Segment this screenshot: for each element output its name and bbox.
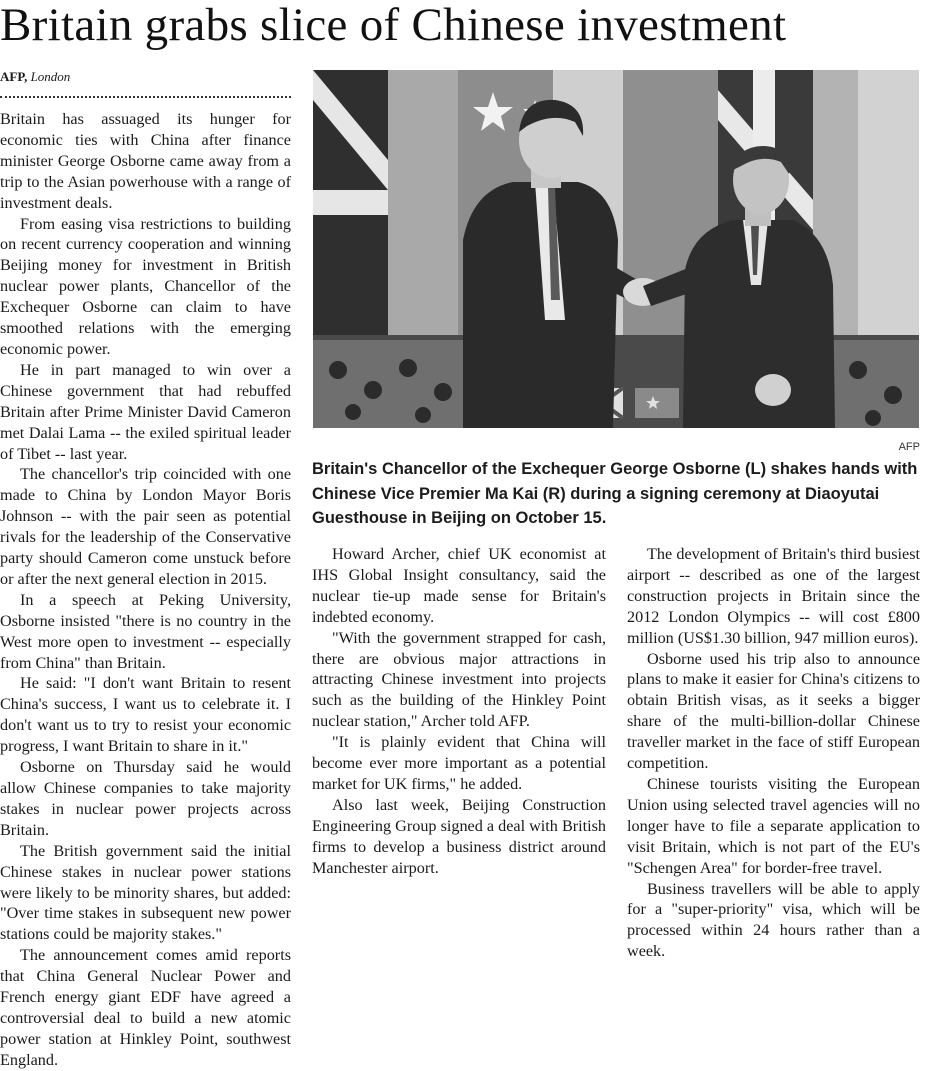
- article-paragraph: "With the government strapped for cash, there are obvious major attractions in attracting Chinese investment into projects such as the building of the Hinkley Point nuclear station," Archer told AFP.: [312, 628, 606, 731]
- byline-agency: AFP,: [0, 69, 28, 84]
- article-column-3: [627, 544, 920, 1036]
- photo-credit: AFP: [898, 441, 920, 453]
- article-paragraph: From easing visa restrictions to building on recent currency cooperation and winning Beijing money for investment in British nuclear power plants, Chancellor of the Exchequer Osborne can claim to have smoothed relations with the emerging economic power.: [0, 214, 291, 358]
- article-paragraph: Osborne on Thursday said he would allow Chinese companies to take majority stakes in nuclear power projects across Britain.: [0, 758, 291, 839]
- article-paragraph: The announcement comes amid reports that China General Nuclear Power and French energy giant EDF have agreed a controversial deal to build a new atomic power station at Hinkley Point, southwest England.: [0, 946, 291, 1069]
- article-paragraph: He said: "I don't want Britain to resent China's success, I want us to celebrate it. I don't want us to try to resist your economic progress, I want Britain to share in it.": [0, 674, 291, 756]
- photo-caption: Britain's Chancellor of the Exchequer George Osborne (L) shakes hands with Chinese Vice Premier Ma Kai (R) during a signing ceremony at Diaoyutai Guesthouse in Beijing on October 15.: [312, 460, 918, 527]
- article-paragraph: Britain has assuaged its hunger for economic ties with China after finance minister George Osborne came away from a trip to the Asian powerhouse with a range of investment deals.: [0, 110, 291, 212]
- article-paragraph: Chinese tourists visiting the European Union using selected travel agencies will no longer have to file a separate application to visit Britain, which is not part of the EU's "Schengen Area" for border-free travel.: [627, 774, 920, 877]
- article-paragraph: He in part managed to win over a Chinese government that had rebuffed Britain after Prime Minister David Cameron met Dalai Lama -- the exiled spiritual leader of Tibet -- last year.: [0, 360, 291, 463]
- byline-divider: [0, 96, 291, 98]
- byline-location: London: [30, 69, 71, 84]
- article-paragraph: The development of Britain's third busiest airport -- described as one of the largest construction projects in Britain since the 2012 London Olympics -- will cost £800 million (US$1.30 billion, 947 million euros).: [627, 545, 920, 647]
- news-photo: [313, 70, 919, 428]
- article-paragraph: Howard Archer, chief UK economist at IHS Global Insight consultancy, said the nuclear tie-up made sense for Britain's indebted economy.: [312, 545, 606, 626]
- article-paragraph: The chancellor's trip coincided with one made to China by London Mayor Boris Johnson -- with the pair seen as potential rivals for the leadership of the Conservative party should Cameron come unstuck before or after the next general election in 2015.: [0, 465, 291, 588]
- article-paragraph: Also last week, Beijing Construction Engineering Group signed a deal with British firms to develop a business district around Manchester airport.: [312, 795, 607, 877]
- byline: [0, 68, 70, 86]
- article-headline: Britain grabs slice of Chinese investment: [0, 0, 787, 51]
- article-paragraph: The British government said the initial Chinese stakes in nuclear power stations were likely to be minority shares, but added: "Over time stakes in subsequent new power stations could be majority stakes.": [0, 841, 291, 944]
- article-paragraph: "It is plainly evident that China will become ever more important as a potential market for UK firms," he added.: [312, 733, 606, 793]
- article-paragraph: Business travellers will be able to apply for a "super-priority" visa, which will be processed within 24 hours rather than a week.: [627, 879, 920, 961]
- article-column-2: [312, 544, 606, 1036]
- article-paragraph: Osborne used his trip also to announce plans to make it easier for China's citizens to obtain British visas, as it seeks a bigger share of the multi-billion-dollar Chinese traveller market in the face of stiff European competition.: [627, 649, 920, 773]
- article-column-1: [0, 109, 291, 1069]
- article-paragraph: In a speech at Peking University, Osborne insisted "there is no country in the West more open to investment -- especially from China" than Britain.: [0, 590, 291, 672]
